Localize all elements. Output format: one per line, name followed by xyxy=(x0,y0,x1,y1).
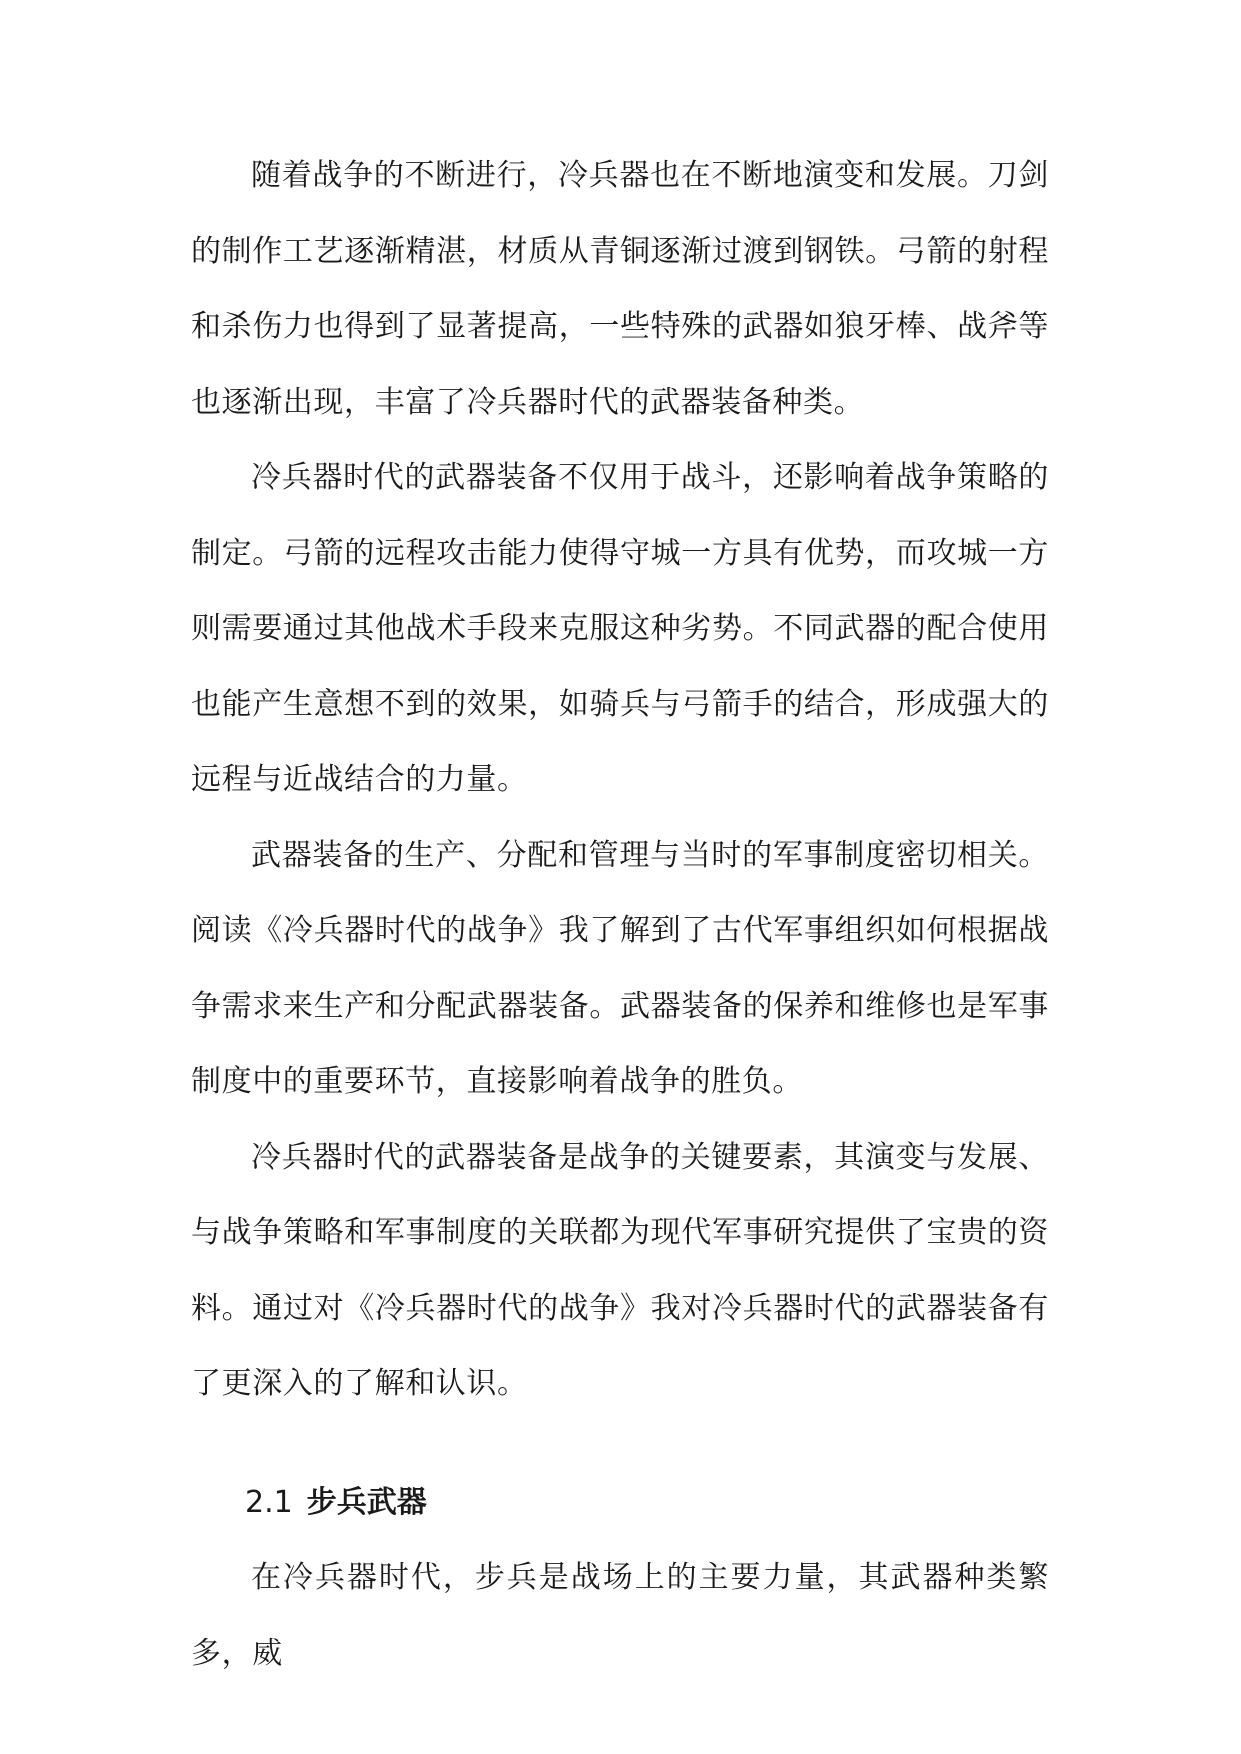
document-body xyxy=(191,138,1049,1691)
section-paragraph: 在冷兵器时代，步兵是战场上的主要力量，其武器种类繁多，威 xyxy=(191,1560,1049,1671)
paragraph-4: 冷兵器时代的武器装备是战争的关键要素，其演变与发展、与战争策略和军事制度的关联都为现代军事研究提供了宝贵的资料。通过对《冷兵器时代的战争》我对冷兵器时代的武器装备有了更深入的了解和认识。 xyxy=(191,1139,1049,1401)
paragraph-1: 随着战争的不断进行，冷兵器也在不断地演变和发展。刀剑的制作工艺逐渐精湛，材质从青铜逐渐过渡到钢铁。弓箭的射程和杀伤力也得到了显著提高，一些特殊的武器如狼牙棒、战斧等也逐渐出现，丰富了冷兵器时代的武器装备种类。 xyxy=(191,158,1049,420)
paragraph-3: 武器装备的生产、分配和管理与当时的军事制度密切相关。阅读《冷兵器时代的战争》我了解到了古代军事组织如何根据战争需求来生产和分配武器装备。武器装备的保养和维修也是军事制度中的重要环节，直接影响着战争的胜负。 xyxy=(191,837,1049,1099)
section-title: 步兵武器 xyxy=(306,1484,427,1520)
section-number: 2.1 xyxy=(245,1484,293,1520)
paragraph-2: 冷兵器时代的武器装备不仅用于战斗，还影响着战争策略的制定。弓箭的远程攻击能力使得守城一方具有优势，而攻城一方则需要通过其他战术手段来克服这种劣势。不同武器的配合使用也能产生意想不到的效果，如骑兵与弓箭手的结合，形成强大的远程与近战结合的力量。 xyxy=(191,460,1049,797)
section-heading xyxy=(191,1465,1049,1541)
